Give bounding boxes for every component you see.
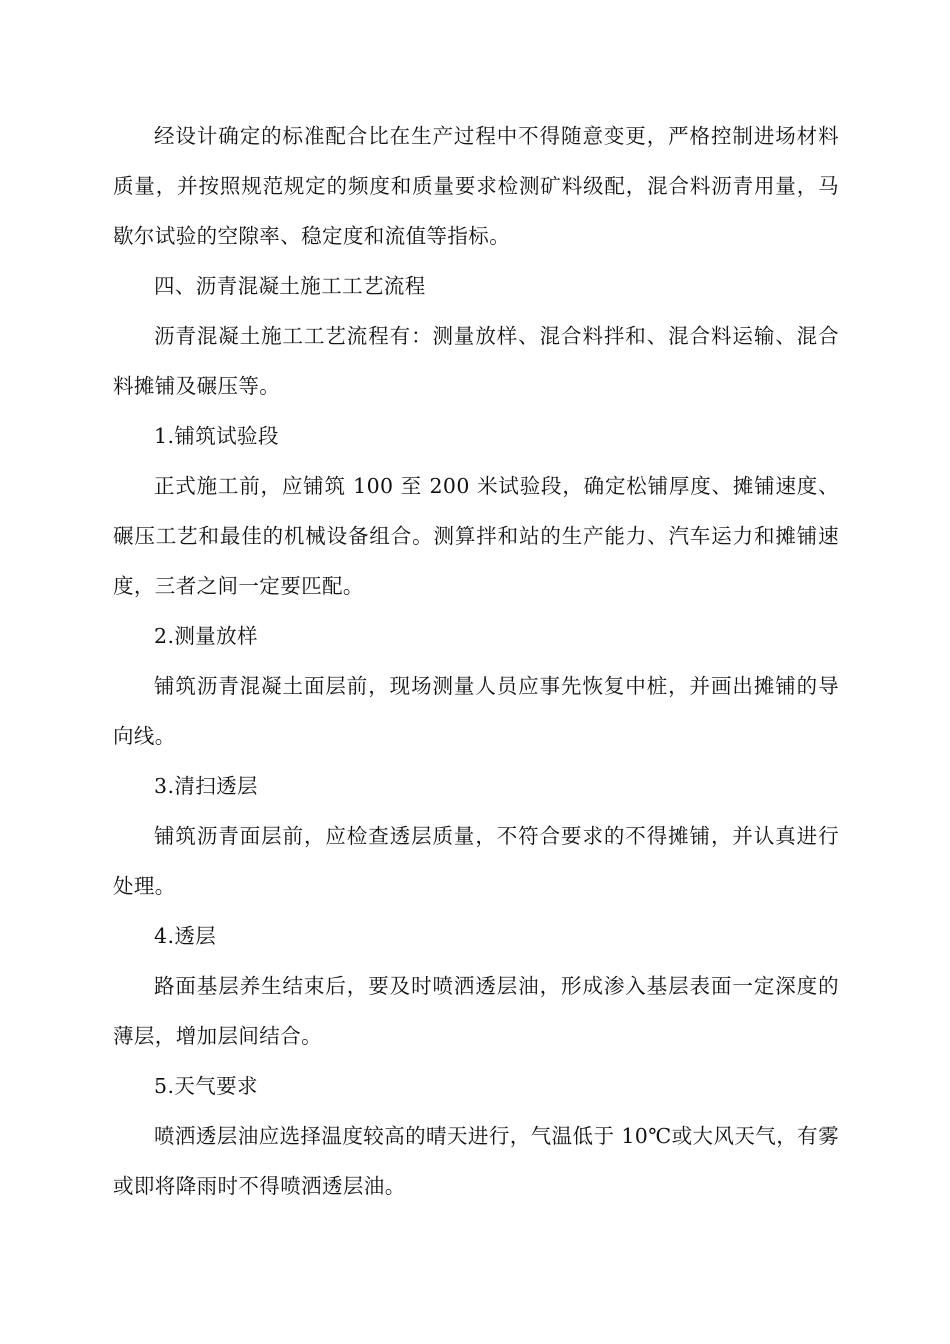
- paragraph-process-overview: 沥青混凝土施工工艺流程有：测量放样、混合料拌和、混合料运输、混合料摊铺及碾压等。: [113, 324, 839, 398]
- subheading-survey-layout: 2.测量放样: [154, 624, 258, 648]
- section-heading-process: 四、沥青混凝土施工工艺流程: [154, 274, 426, 298]
- paragraph-mix-ratio-control: 经设计确定的标准配合比在生产过程中不得随意变更，严格控制进场材料质量，并按照规范规定的频度和质量要求检测矿料级配，混合料沥青用量，马歇尔试验的空隙率、稳定度和流值等指标。: [113, 124, 839, 248]
- paragraph-test-section: 正式施工前，应铺筑 100 至 200 米试验段，确定松铺厚度、摊铺速度、碾压工艺和最佳的机械设备组合。测算拌和站的生产能力、汽车运力和摊铺速度，三者之间一定要匹配。: [113, 474, 839, 598]
- subheading-prime-coat: 4.透层: [154, 924, 217, 948]
- paragraph-prime-coat: 路面基层养生结束后，要及时喷洒透层油，形成渗入基层表面一定深度的薄层，增加层间结合。: [113, 974, 839, 1048]
- paragraph-weather: 喷洒透层油应选择温度较高的晴天进行，气温低于 10℃或大风天气，有雾或即将降雨时不得喷洒透层油。: [113, 1124, 839, 1198]
- subheading-clean-prime-coat: 3.清扫透层: [154, 774, 258, 798]
- document-body: [113, 111, 839, 1211]
- paragraph-clean-prime-coat: 铺筑沥青面层前，应检查透层质量，不符合要求的不得摊铺，并认真进行处理。: [113, 824, 839, 898]
- subheading-weather: 5.天气要求: [154, 1074, 258, 1098]
- paragraph-survey-layout: 铺筑沥青混凝土面层前，现场测量人员应事先恢复中桩，并画出摊铺的导向线。: [113, 674, 839, 748]
- subheading-test-section: 1.铺筑试验段: [154, 424, 279, 448]
